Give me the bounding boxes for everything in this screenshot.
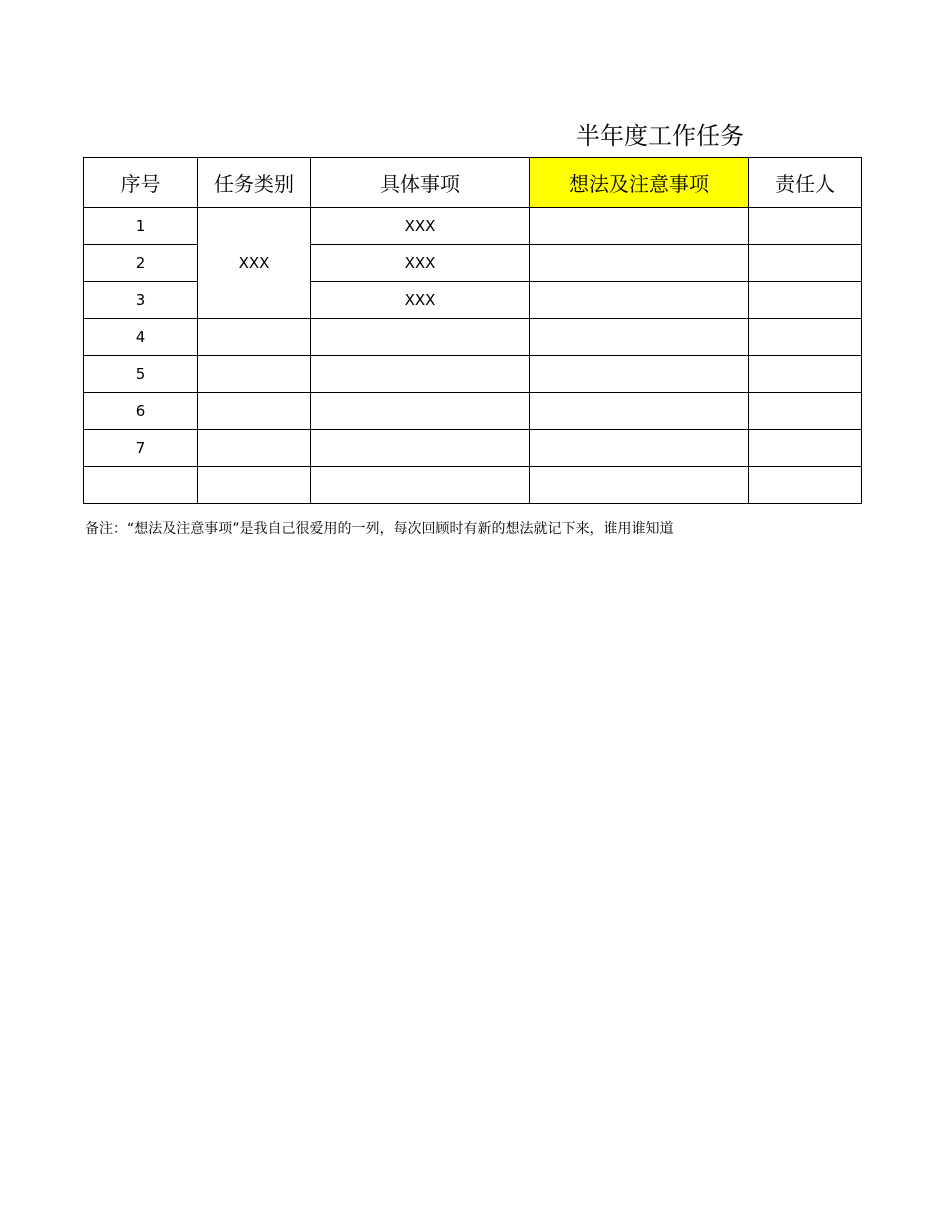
cell-item[interactable] <box>311 430 530 467</box>
cell-owner[interactable] <box>749 282 862 319</box>
table-row <box>84 319 862 356</box>
cell-owner[interactable] <box>749 356 862 393</box>
header-owner: 责任人 <box>749 158 862 208</box>
cell-owner[interactable] <box>749 319 862 356</box>
cell-category[interactable] <box>198 467 311 504</box>
cell-item[interactable]: XXX <box>311 208 530 245</box>
header-item: 具体事项 <box>311 158 530 208</box>
cell-category-merged[interactable]: XXX <box>198 208 311 319</box>
table-row <box>84 467 862 504</box>
cell-item[interactable] <box>311 467 530 504</box>
cell-notes[interactable] <box>530 430 749 467</box>
table-row <box>84 208 862 245</box>
table-row <box>84 430 862 467</box>
cell-item[interactable]: XXX <box>311 282 530 319</box>
footnote: 备注：“想法及注意事项”是我自己很爱用的一列，每次回顾时有新的想法就记下来，谁用谁知道 <box>85 521 674 537</box>
cell-no[interactable]: 4 <box>84 319 198 356</box>
cell-notes[interactable] <box>530 282 749 319</box>
cell-item[interactable]: XXX <box>311 245 530 282</box>
cell-item[interactable] <box>311 319 530 356</box>
cell-owner[interactable] <box>749 245 862 282</box>
header-notes: 想法及注意事项 <box>530 158 749 208</box>
table-row <box>84 393 862 430</box>
cell-item[interactable] <box>311 356 530 393</box>
cell-category[interactable] <box>198 393 311 430</box>
cell-no[interactable]: 2 <box>84 245 198 282</box>
cell-category[interactable] <box>198 356 311 393</box>
cell-no[interactable]: 1 <box>84 208 198 245</box>
cell-no[interactable]: 3 <box>84 282 198 319</box>
cell-no[interactable]: 5 <box>84 356 198 393</box>
cell-owner[interactable] <box>749 467 862 504</box>
cell-owner[interactable] <box>749 393 862 430</box>
cell-notes[interactable] <box>530 208 749 245</box>
cell-no[interactable]: 7 <box>84 430 198 467</box>
cell-category[interactable] <box>198 319 311 356</box>
table-row <box>84 356 862 393</box>
cell-owner[interactable] <box>749 208 862 245</box>
header-category: 任务类别 <box>198 158 311 208</box>
cell-category[interactable] <box>198 430 311 467</box>
cell-item[interactable] <box>311 393 530 430</box>
header-no: 序号 <box>84 158 198 208</box>
task-table <box>83 157 862 504</box>
cell-no[interactable]: 6 <box>84 393 198 430</box>
cell-notes[interactable] <box>530 393 749 430</box>
cell-notes[interactable] <box>530 356 749 393</box>
cell-notes[interactable] <box>530 245 749 282</box>
cell-owner[interactable] <box>749 430 862 467</box>
cell-notes[interactable] <box>530 319 749 356</box>
cell-no[interactable] <box>84 467 198 504</box>
header-row <box>84 158 862 208</box>
page-title: 半年度工作任务 <box>576 122 744 150</box>
cell-notes[interactable] <box>530 467 749 504</box>
